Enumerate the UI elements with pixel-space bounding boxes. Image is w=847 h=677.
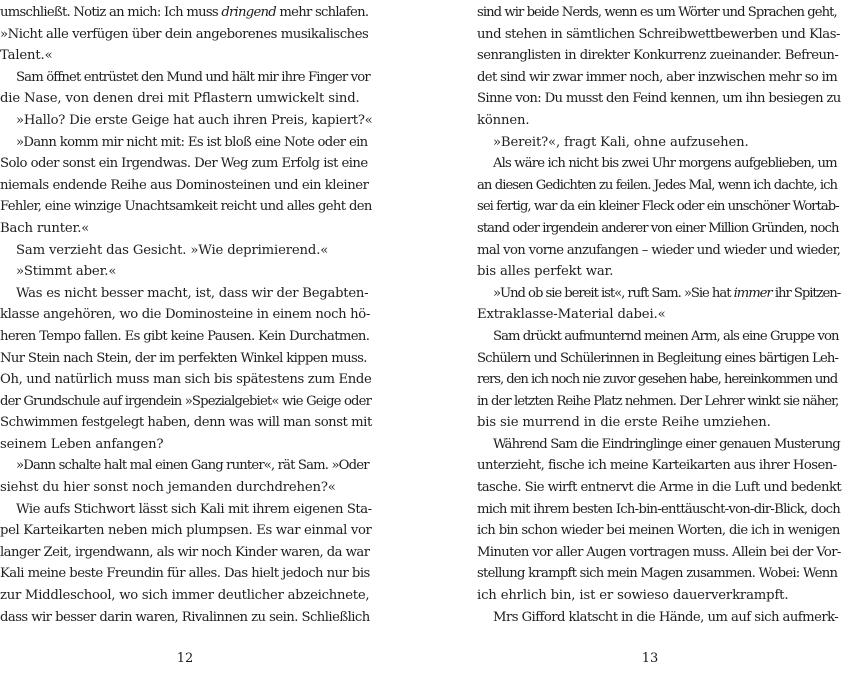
left-page bbox=[0, 0, 380, 677]
text-line: tasche. Sie wirft entnervt die Arme in die Luft und bedenkt bbox=[477, 480, 842, 496]
text-line: Schwimmen festgelegt haben, denn was will man sonst mit bbox=[0, 415, 372, 431]
text-line: Sam verzieht das Gesicht. »Wie deprimierend.« bbox=[16, 242, 329, 258]
text-line: »Dann schalte halt mal einen Gang runter«, rät Sam. »Oder bbox=[16, 458, 369, 474]
text-line: und stehen in sämtlichen Schreibwettbewerben und Klas- bbox=[477, 26, 841, 42]
text-line: Oh, und natürlich muss man sich bis spätestens zum Ende bbox=[0, 372, 372, 388]
text-line: siehst du hier sonst noch jemanden durchdrehen?« bbox=[0, 480, 336, 496]
text-line: pel Karteikarten neben mich plumpsen. Es war einmal vor bbox=[0, 523, 372, 539]
text-line: Schülern und Schülerinnen in Begleitung eines bärtigen Leh- bbox=[477, 350, 839, 366]
text-line: sei fertig, war da ein kleiner Fleck oder ein unschöner Wortab- bbox=[477, 199, 839, 215]
text-line: mich mit ihrem besten Ich-bin-enttäuscht-von-dir-Blick, doch bbox=[477, 501, 841, 517]
text-line: unterzieht, fische ich meine Karteikarten aus ihrer Hosen- bbox=[477, 458, 837, 474]
text-line: »Nicht alle verfügen über dein angeborenes musikalisches bbox=[0, 26, 369, 42]
text-line: »Stimmt aber.« bbox=[16, 264, 117, 280]
left-page-text bbox=[0, 2, 380, 628]
text-line: stellung krampft sich mein Magen zusammen. Wobei: Wenn bbox=[477, 566, 838, 582]
text-line: det sind wir zwar immer noch, aber inzwischen mehr so im bbox=[477, 69, 838, 85]
text-line: ich bin schon wieder bei meinen Worten, die ich in wenigen bbox=[477, 523, 840, 539]
text-line: Sinne von: Du musst den Feind kennen, um ihn besiegen zu bbox=[477, 91, 841, 107]
left-page-number: 12 bbox=[176, 651, 194, 666]
text-line: Während Sam die Eindringlinge einer genauen Musterung bbox=[493, 436, 840, 452]
text-line: Extraklasse-Material dabei.« bbox=[477, 307, 666, 323]
text-line: bis sie murrend in die erste Reihe umziehen. bbox=[477, 415, 771, 431]
right-page-number: 13 bbox=[641, 651, 659, 666]
text-line: zur Middleschool, wo sich immer deutlicher abzeichnete, bbox=[0, 588, 370, 604]
text-line: »Bereit?«, fragt Kali, ohne aufzusehen. bbox=[493, 134, 749, 150]
text-line: dass wir besser darin waren, Rivalinnen zu sein. Schließlich bbox=[0, 609, 370, 625]
text-line: Kali meine beste Freundin für alles. Das hielt jedoch nur bis bbox=[0, 566, 370, 582]
emphasis: immer bbox=[733, 285, 772, 301]
text-line: Fehler, eine winzige Unachtsamkeit reicht und alles geht den bbox=[0, 199, 372, 215]
right-page-text bbox=[477, 2, 847, 628]
text-line: heren Tempo fallen. Es gibt keine Pausen. Kein Durchatmen. bbox=[0, 328, 370, 344]
text-line: der Grundschule auf irgendein »Spezialgebiet« wie Geige oder bbox=[0, 393, 372, 409]
text-line: die Nase, von denen drei mit Pflastern umwickelt sind. bbox=[0, 91, 360, 107]
text-line: Nur Stein nach Stein, der im perfekten Winkel kippen muss. bbox=[0, 350, 367, 366]
text-line: Wie aufs Stichwort lässt sich Kali mit ihrem eigenen Sta- bbox=[16, 501, 372, 517]
right-page bbox=[477, 0, 847, 677]
text-line: Sam öffnet entrüstet den Mund und hält mir ihre Finger vor bbox=[16, 69, 370, 85]
emphasis: dringend bbox=[221, 5, 276, 20]
text-line: Was es nicht besser macht, ist, dass wir der Begabten- bbox=[16, 285, 369, 301]
text-line: an diesen Gedichten zu feilen. Jedes Mal, wenn ich dachte, ich bbox=[477, 177, 838, 193]
text-line: »Und ob sie bereit ist«, ruft Sam. »Sie hat immer ihr Spitzen- bbox=[493, 285, 841, 301]
text-line: bis alles perfekt war. bbox=[477, 264, 614, 280]
text-line: niemals endende Reihe aus Dominosteinen und ein kleiner bbox=[0, 177, 369, 193]
text-line: mal von vorne anzufangen – wieder und wieder und wieder, bbox=[477, 242, 841, 258]
text-line: stand oder irgendein anderer von einer Million Gründen, noch bbox=[477, 220, 839, 236]
text-line: klasse angehören, wo die Dominosteine in einem noch hö- bbox=[0, 307, 371, 323]
text-line: Minuten vor aller Augen vortragen muss. Allein bei der Vor- bbox=[477, 544, 841, 560]
text-line: Solo oder sonst ein Irgendwas. Der Weg zum Erfolg ist eine bbox=[0, 156, 368, 172]
text-line: Sam drückt aufmunternd meinen Arm, als eine Gruppe von bbox=[493, 328, 839, 344]
text-line: Als wäre ich nicht bis zwei Uhr morgens aufgeblieben, um bbox=[493, 156, 837, 172]
text-line: können. bbox=[477, 112, 530, 128]
text-line: umschließt. Notiz an mich: Ich muss dringend mehr schlafen. bbox=[0, 5, 369, 20]
text-line: »Dann komm mir nicht mit: Es ist bloß eine Note oder ein bbox=[16, 134, 368, 150]
text-line: rers, den ich noch nie zuvor gesehen habe, hereinkommen und bbox=[477, 372, 838, 388]
text-line: Mrs Gifford klatscht in die Hände, um auf sich aufmerk- bbox=[493, 609, 839, 625]
text-line: sind wir beide Nerds, wenn es um Wörter und Sprachen geht, bbox=[477, 5, 837, 20]
text-line: Bach runter.« bbox=[0, 220, 90, 236]
text-line: in der letzten Reihe Platz nehmen. Der Lehrer winkt sie näher, bbox=[477, 393, 839, 409]
text-line: ich ehrlich bin, ist er sowieso dauerverkrampft. bbox=[477, 588, 789, 604]
text-line: »Hallo? Die erste Geige hat auch ihren Preis, kapiert?« bbox=[16, 112, 373, 128]
text-line: senranglisten in direkter Konkurrenz zueinander. Befreun- bbox=[477, 48, 839, 64]
text-line: langer Zeit, irgendwann, als wir noch Kinder waren, da war bbox=[0, 544, 370, 560]
text-line: seinem Leben anfangen? bbox=[0, 436, 164, 452]
text-line: Talent.« bbox=[0, 48, 53, 64]
